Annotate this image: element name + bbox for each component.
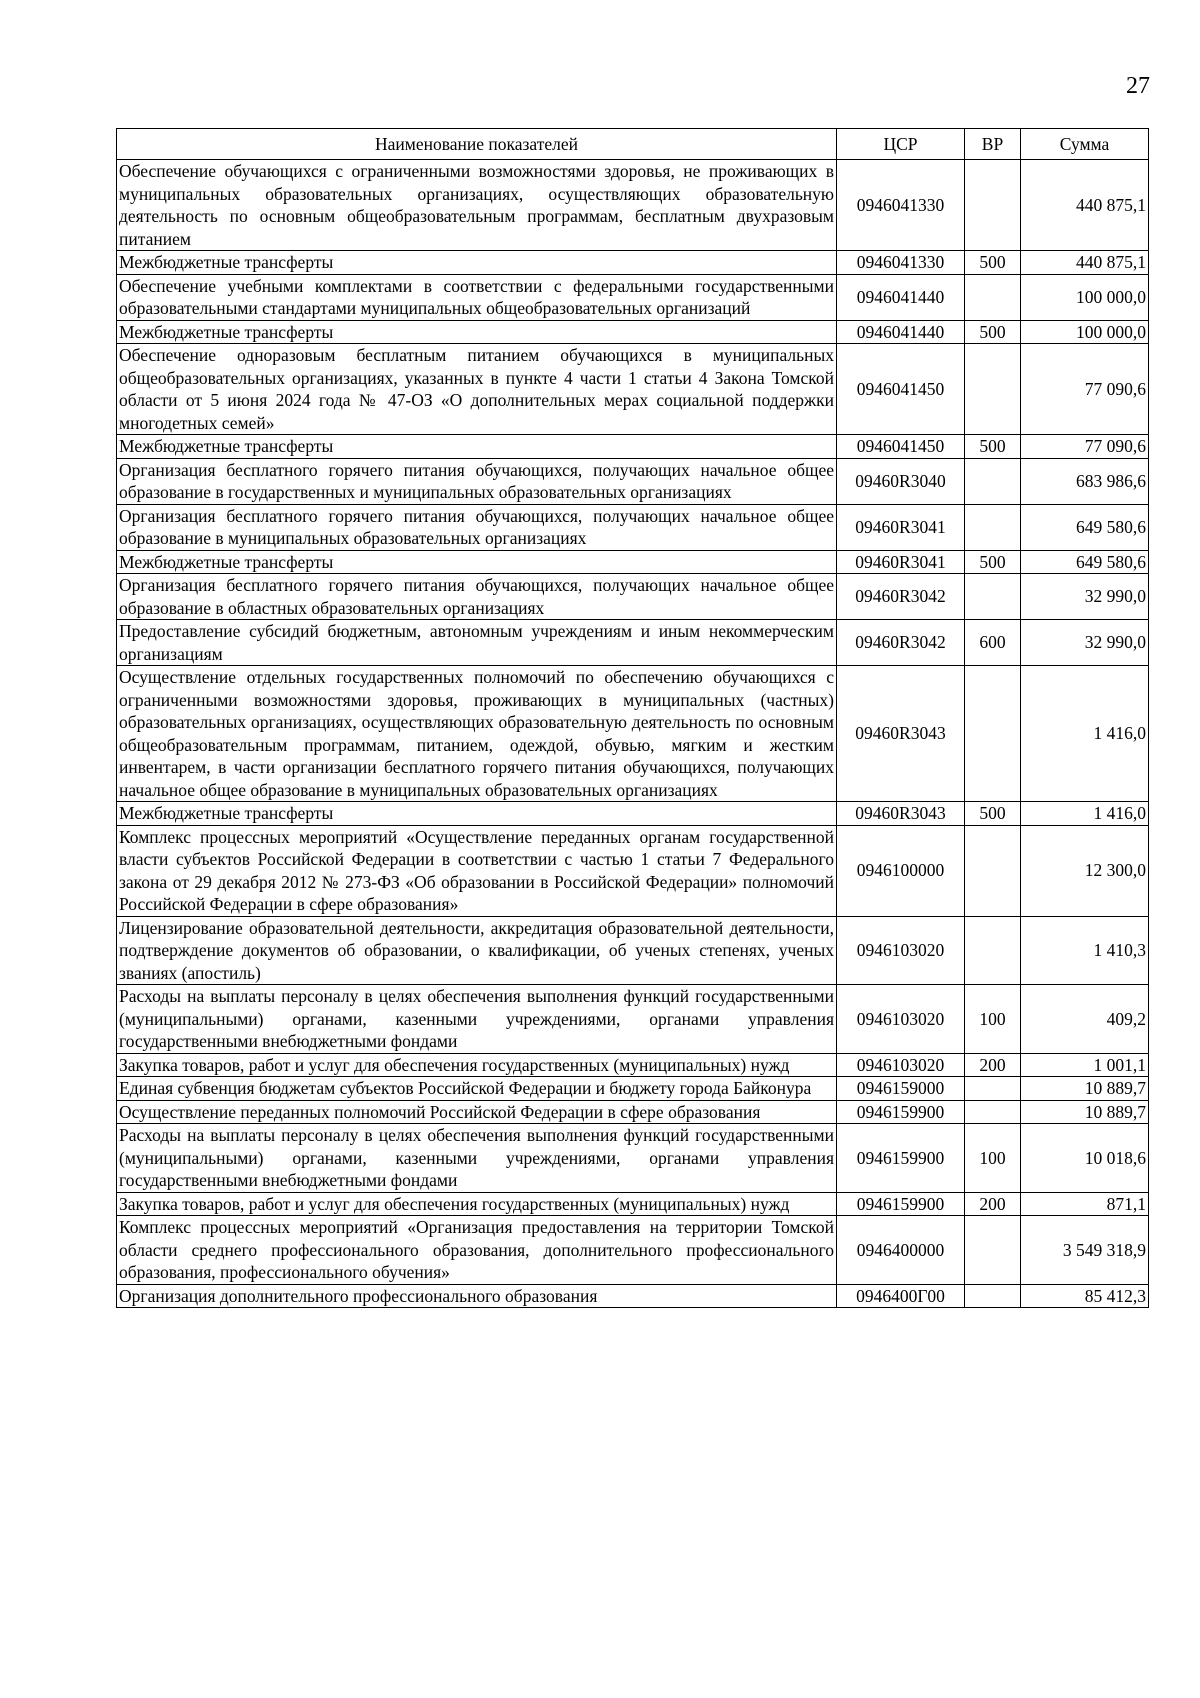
- name-cell: Единая субвенция бюджетам субъектов Российской Федерации и бюджету города Байконура: [117, 1077, 837, 1101]
- sum-cell: 12 300,0: [1021, 825, 1149, 916]
- vr-cell: [965, 1216, 1021, 1285]
- csr-cell: 0946400000: [837, 1216, 965, 1285]
- sum-cell: 440 875,1: [1021, 160, 1149, 251]
- sum-cell: 1 416,0: [1021, 666, 1149, 802]
- name-cell: Лицензирование образовательной деятельности, аккредитация образовательной деятельности, подтверждение документов об образовании, о квалификации, об ученых степенях, ученых званиях (апостиль): [117, 916, 837, 985]
- name-cell: Предоставление субсидий бюджетным, автономным учреждениям и иным некоммерческим организациям: [117, 620, 837, 666]
- name-cell: Закупка товаров, работ и услуг для обеспечения государственных (муниципальных) нужд: [117, 1053, 837, 1077]
- table-row: [117, 274, 1149, 320]
- sum-cell: 683 986,6: [1021, 458, 1149, 504]
- sum-cell: 3 549 318,9: [1021, 1216, 1149, 1285]
- csr-cell: 0946400Г00: [837, 1284, 965, 1308]
- sum-cell: 85 412,3: [1021, 1284, 1149, 1308]
- csr-cell: 0946159900: [837, 1192, 965, 1216]
- sum-cell: 1 410,3: [1021, 916, 1149, 985]
- table-row: [117, 504, 1149, 550]
- vr-cell: [965, 574, 1021, 620]
- sum-cell: 10 889,7: [1021, 1100, 1149, 1124]
- csr-cell: 0946103020: [837, 1053, 965, 1077]
- csr-cell: 09460R3043: [837, 666, 965, 802]
- vr-cell: 500: [965, 550, 1021, 574]
- name-cell: Организация бесплатного горячего питания обучающихся, получающих начальное общее образование в муниципальных образовательных организациях: [117, 504, 837, 550]
- sum-cell: 100 000,0: [1021, 274, 1149, 320]
- vr-cell: 500: [965, 435, 1021, 459]
- vr-cell: [965, 666, 1021, 802]
- name-cell: Межбюджетные трансферты: [117, 550, 837, 574]
- vr-cell: [965, 1284, 1021, 1308]
- csr-cell: 0946103020: [837, 916, 965, 985]
- csr-cell: 09460R3041: [837, 550, 965, 574]
- name-cell: Организация бесплатного горячего питания обучающихся, получающих начальное общее образование в государственных и муниципальных образовательных организациях: [117, 458, 837, 504]
- table-row: [117, 916, 1149, 985]
- table-row: [117, 1100, 1149, 1124]
- table-row: [117, 802, 1149, 826]
- name-cell: Межбюджетные трансферты: [117, 435, 837, 459]
- table-row: [117, 1216, 1149, 1285]
- sum-cell: 440 875,1: [1021, 251, 1149, 275]
- table-row: [117, 251, 1149, 275]
- vr-cell: [965, 504, 1021, 550]
- name-cell: Обеспечение одноразовым бесплатным питанием обучающихся в муниципальных общеобразовательных организациях, указанных в пункте 4 части 1 статьи 4 Закона Томской области от 5 июня 2024 года № 47-ОЗ «О дополнительных мерах социальной поддержки многодетных семей»: [117, 344, 837, 435]
- vr-cell: [965, 1100, 1021, 1124]
- table-row: [117, 825, 1149, 916]
- name-cell: Межбюджетные трансферты: [117, 251, 837, 275]
- sum-cell: 409,2: [1021, 985, 1149, 1054]
- name-cell: Расходы на выплаты персоналу в целях обеспечения выполнения функций государственными (муниципальными) органами, казенными учреждениями, органами управления государственными внебюджетными фондами: [117, 985, 837, 1054]
- table-row: [117, 344, 1149, 435]
- csr-cell: 0946041330: [837, 251, 965, 275]
- name-cell: Организация бесплатного горячего питания обучающихся, получающих начальное общее образование в областных образовательных организациях: [117, 574, 837, 620]
- sum-cell: 1 416,0: [1021, 802, 1149, 826]
- name-cell: Обеспечение учебными комплектами в соответствии с федеральными государственными образовательными стандартами муниципальных общеобразовательных организаций: [117, 274, 837, 320]
- vr-cell: [965, 160, 1021, 251]
- table-row: [117, 160, 1149, 251]
- vr-cell: [965, 274, 1021, 320]
- name-cell: Осуществление переданных полномочий Российской Федерации в сфере образования: [117, 1100, 837, 1124]
- table-row: [117, 985, 1149, 1054]
- name-cell: Комплекс процессных мероприятий «Осуществление переданных органам государственной власти субъектов Российской Федерации в соответствии с частью 1 статьи 7 Федерального закона от 29 декабря 2012 № 273-ФЗ «Об образовании в Российской Федерации» полномочий Российской Федерации в сфере образования»: [117, 825, 837, 916]
- csr-cell: 09460R3042: [837, 620, 965, 666]
- csr-cell: 09460R3043: [837, 802, 965, 826]
- name-cell: Закупка товаров, работ и услуг для обеспечения государственных (муниципальных) нужд: [117, 1192, 837, 1216]
- table-row: [117, 320, 1149, 344]
- header-csr: ЦСР: [837, 129, 965, 160]
- sum-cell: 77 090,6: [1021, 344, 1149, 435]
- sum-cell: 77 090,6: [1021, 435, 1149, 459]
- csr-cell: 0946159900: [837, 1124, 965, 1193]
- vr-cell: 200: [965, 1192, 1021, 1216]
- sum-cell: 10 018,6: [1021, 1124, 1149, 1193]
- header-name: Наименование показателей: [117, 129, 837, 160]
- table-row: [117, 1284, 1149, 1308]
- budget-table: [116, 128, 1149, 1308]
- table-row: [117, 1077, 1149, 1101]
- name-cell: Обеспечение обучающихся с ограниченными возможностями здоровья, не проживающих в муниципальных образовательных организациях, осуществляющих образовательную деятельность по основным общеобразовательным программам, бесплатным двухразовым питанием: [117, 160, 837, 251]
- vr-cell: [965, 916, 1021, 985]
- vr-cell: [965, 344, 1021, 435]
- name-cell: Организация дополнительного профессионального образования: [117, 1284, 837, 1308]
- csr-cell: 0946159000: [837, 1077, 965, 1101]
- table-row: [117, 1192, 1149, 1216]
- vr-cell: 100: [965, 1124, 1021, 1193]
- csr-cell: 09460R3041: [837, 504, 965, 550]
- csr-cell: 0946100000: [837, 825, 965, 916]
- table-row: [117, 620, 1149, 666]
- name-cell: Комплекс процессных мероприятий «Организация предоставления на территории Томской области среднего профессионального образования, дополнительного профессионального образования, профессионального обучения»: [117, 1216, 837, 1285]
- page-number: 27: [1126, 73, 1150, 99]
- csr-cell: 09460R3042: [837, 574, 965, 620]
- vr-cell: 200: [965, 1053, 1021, 1077]
- csr-cell: 0946041440: [837, 320, 965, 344]
- vr-cell: 600: [965, 620, 1021, 666]
- name-cell: Осуществление отдельных государственных полномочий по обеспечению обучающихся с ограниченными возможностями здоровья, проживающих в муниципальных (частных) образовательных организациях, осуществляющих образовательную деятельность по основным общеобразовательным программам, питанием, одеждой, обувью, мягким и жестким инвентарем, в части организации бесплатного горячего питания обучающихся, получающих начальное общее образование в муниципальных образовательных организациях: [117, 666, 837, 802]
- table-body: [117, 160, 1149, 1308]
- csr-cell: 0946041450: [837, 435, 965, 459]
- table-row: [117, 666, 1149, 802]
- header-sum: Сумма: [1021, 129, 1149, 160]
- vr-cell: 500: [965, 802, 1021, 826]
- table-row: [117, 1053, 1149, 1077]
- csr-cell: 0946041440: [837, 274, 965, 320]
- sum-cell: 32 990,0: [1021, 620, 1149, 666]
- sum-cell: 100 000,0: [1021, 320, 1149, 344]
- csr-cell: 0946103020: [837, 985, 965, 1054]
- sum-cell: 1 001,1: [1021, 1053, 1149, 1077]
- table-row: [117, 550, 1149, 574]
- header-vr: ВР: [965, 129, 1021, 160]
- sum-cell: 32 990,0: [1021, 574, 1149, 620]
- sum-cell: 10 889,7: [1021, 1077, 1149, 1101]
- table-row: [117, 435, 1149, 459]
- name-cell: Межбюджетные трансферты: [117, 320, 837, 344]
- vr-cell: 500: [965, 251, 1021, 275]
- name-cell: Расходы на выплаты персоналу в целях обеспечения выполнения функций государственными (муниципальными) органами, казенными учреждениями, органами управления государственными внебюджетными фондами: [117, 1124, 837, 1193]
- vr-cell: [965, 458, 1021, 504]
- table-header-row: [117, 129, 1149, 160]
- csr-cell: 09460R3040: [837, 458, 965, 504]
- vr-cell: 100: [965, 985, 1021, 1054]
- csr-cell: 0946041330: [837, 160, 965, 251]
- table-row: [117, 458, 1149, 504]
- sum-cell: 649 580,6: [1021, 550, 1149, 574]
- sum-cell: 649 580,6: [1021, 504, 1149, 550]
- table-row: [117, 1124, 1149, 1193]
- vr-cell: 500: [965, 320, 1021, 344]
- sum-cell: 871,1: [1021, 1192, 1149, 1216]
- table-row: [117, 574, 1149, 620]
- name-cell: Межбюджетные трансферты: [117, 802, 837, 826]
- csr-cell: 0946041450: [837, 344, 965, 435]
- csr-cell: 0946159900: [837, 1100, 965, 1124]
- vr-cell: [965, 1077, 1021, 1101]
- vr-cell: [965, 825, 1021, 916]
